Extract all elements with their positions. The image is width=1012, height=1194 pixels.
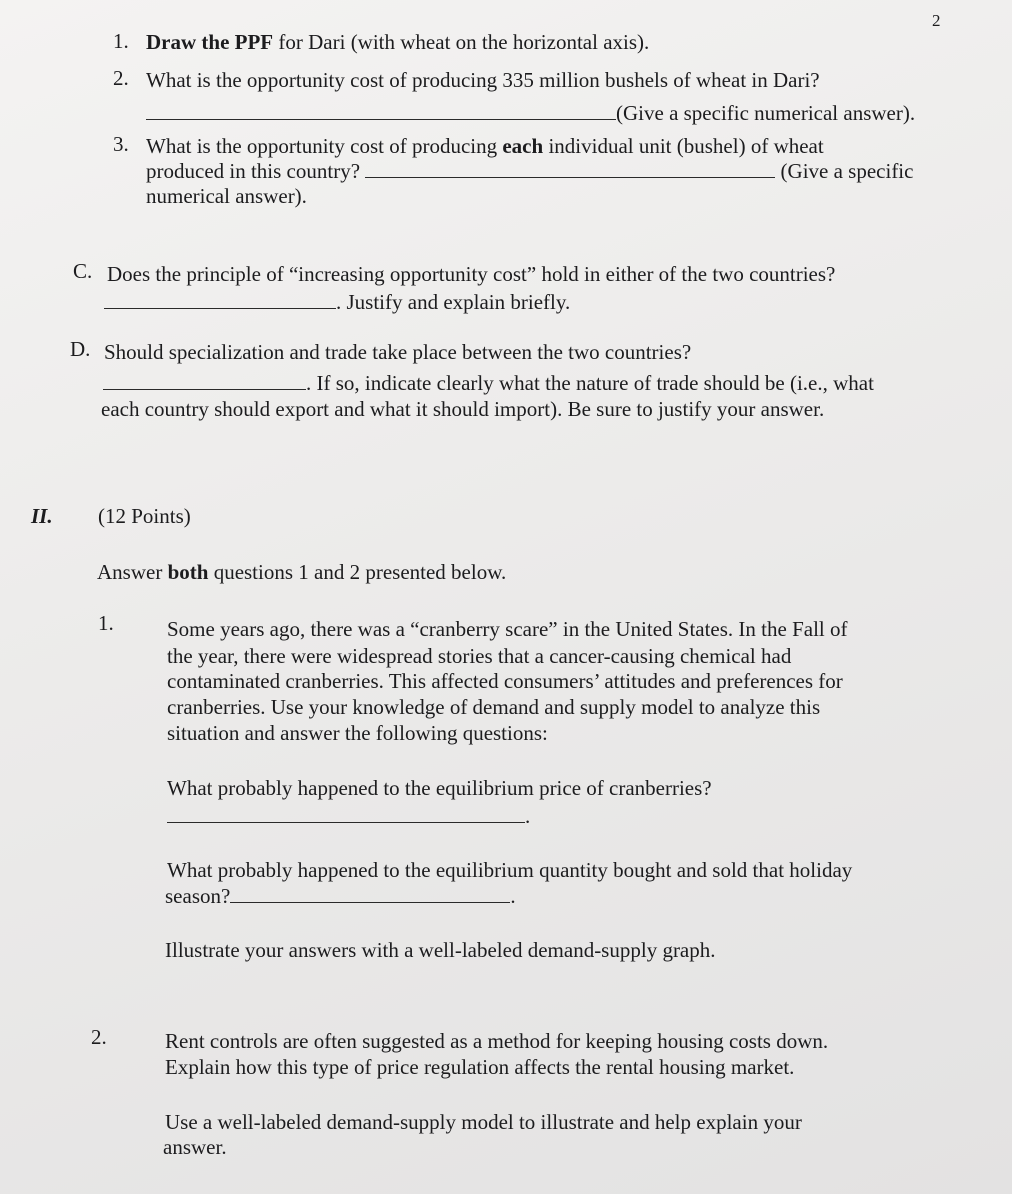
part-c-line-1: Does the principle of “increasing opportunity cost” hold in either of the two countries?	[107, 262, 836, 286]
page-number: 2	[932, 11, 941, 30]
quantity-question-text: season?	[165, 884, 231, 908]
question-3-line-3: numerical answer).	[146, 184, 307, 208]
question-1-text	[146, 29, 649, 55]
instructions-text-b: questions 1 and 2 presented below.	[208, 560, 507, 584]
part-d-label: D.	[70, 337, 91, 361]
section-points: (12 Points)	[98, 504, 191, 528]
question-3-instruction: (Give a specific	[780, 159, 914, 183]
section-numeral: II.	[31, 504, 53, 528]
question-1-bold: Draw the PPF	[146, 30, 274, 54]
problem-1-line-2: the year, there were widespread stories that a cancer-causing chemical had	[167, 644, 792, 668]
question-1-number: 1.	[113, 29, 129, 53]
illustrate-instruction: Illustrate your answers with a well-labeled demand-supply graph.	[165, 938, 716, 962]
problem-1-line-4: cranberries. Use your knowledge of demand and supply model to analyze this	[167, 695, 821, 719]
problem-1-line-3: contaminated cranberries. This affected consumers’ attitudes and preferences for	[167, 669, 843, 693]
quantity-question-line-1: What probably happened to the equilibrium quantity bought and sold that holiday	[167, 858, 853, 882]
question-2-instruction: (Give a specific numerical answer).	[616, 101, 916, 125]
part-c-instruction: . Justify and explain briefly.	[336, 290, 571, 314]
question-2-line-1: What is the opportunity cost of producing 335 million bushels of wheat in Dari?	[146, 68, 820, 92]
answer-blank	[167, 804, 525, 823]
question-3-number: 3.	[113, 132, 129, 156]
problem-1-line-1: Some years ago, there was a “cranberry scare” in the United States. In the Fall of	[167, 617, 848, 641]
question-3-text-c: produced in this country?	[146, 159, 361, 183]
part-d-line-3: each country should export and what it should import). Be sure to justify your answer.	[101, 397, 825, 421]
question-2-number: 2.	[113, 66, 129, 90]
part-d-instruction: . If so, indicate clearly what the nature of trade should be (i.e., what	[306, 371, 874, 395]
part-d-line-1: Should specialization and trade take place between the two countries?	[104, 340, 692, 364]
quantity-question-line-2	[165, 883, 516, 909]
instructions-text-a: Answer	[97, 560, 168, 584]
question-1-rest: for Dari (with wheat on the horizontal axis).	[273, 30, 650, 54]
part-c-line-2	[104, 289, 570, 315]
price-answer-line	[167, 803, 530, 829]
problem-1-number: 1.	[98, 611, 114, 635]
problem-2-line-1: Rent controls are often suggested as a method for keeping housing costs down.	[165, 1029, 829, 1053]
part-d-line-2	[103, 370, 874, 396]
answer-blank	[146, 101, 616, 120]
answer-blank	[103, 371, 306, 390]
problem-2-line-3: Use a well-labeled demand-supply model to illustrate and help explain your	[165, 1110, 802, 1134]
problem-2-line-4: answer.	[163, 1135, 227, 1159]
blank-period: .	[525, 804, 531, 828]
answer-blank	[104, 290, 336, 309]
blank-period: .	[510, 884, 516, 908]
section-instructions	[97, 559, 506, 585]
question-3-text-b: individual unit (bushel) of wheat	[543, 134, 824, 158]
question-2-line-2	[146, 100, 915, 126]
problem-1-line-5: situation and answer the following questions:	[167, 721, 548, 745]
problem-2-line-2: Explain how this type of price regulation affects the rental housing market.	[165, 1055, 795, 1079]
question-3-bold: each	[502, 134, 544, 158]
answer-blank	[365, 159, 775, 178]
price-question: What probably happened to the equilibrium price of cranberries?	[167, 776, 712, 800]
question-3-line-1	[146, 133, 824, 159]
answer-blank	[230, 884, 510, 903]
problem-2-number: 2.	[91, 1025, 107, 1049]
part-c-label: C.	[73, 259, 93, 283]
instructions-bold: both	[167, 560, 209, 584]
question-3-line-2	[146, 158, 913, 184]
question-3-text-a: What is the opportunity cost of producing	[146, 134, 503, 158]
